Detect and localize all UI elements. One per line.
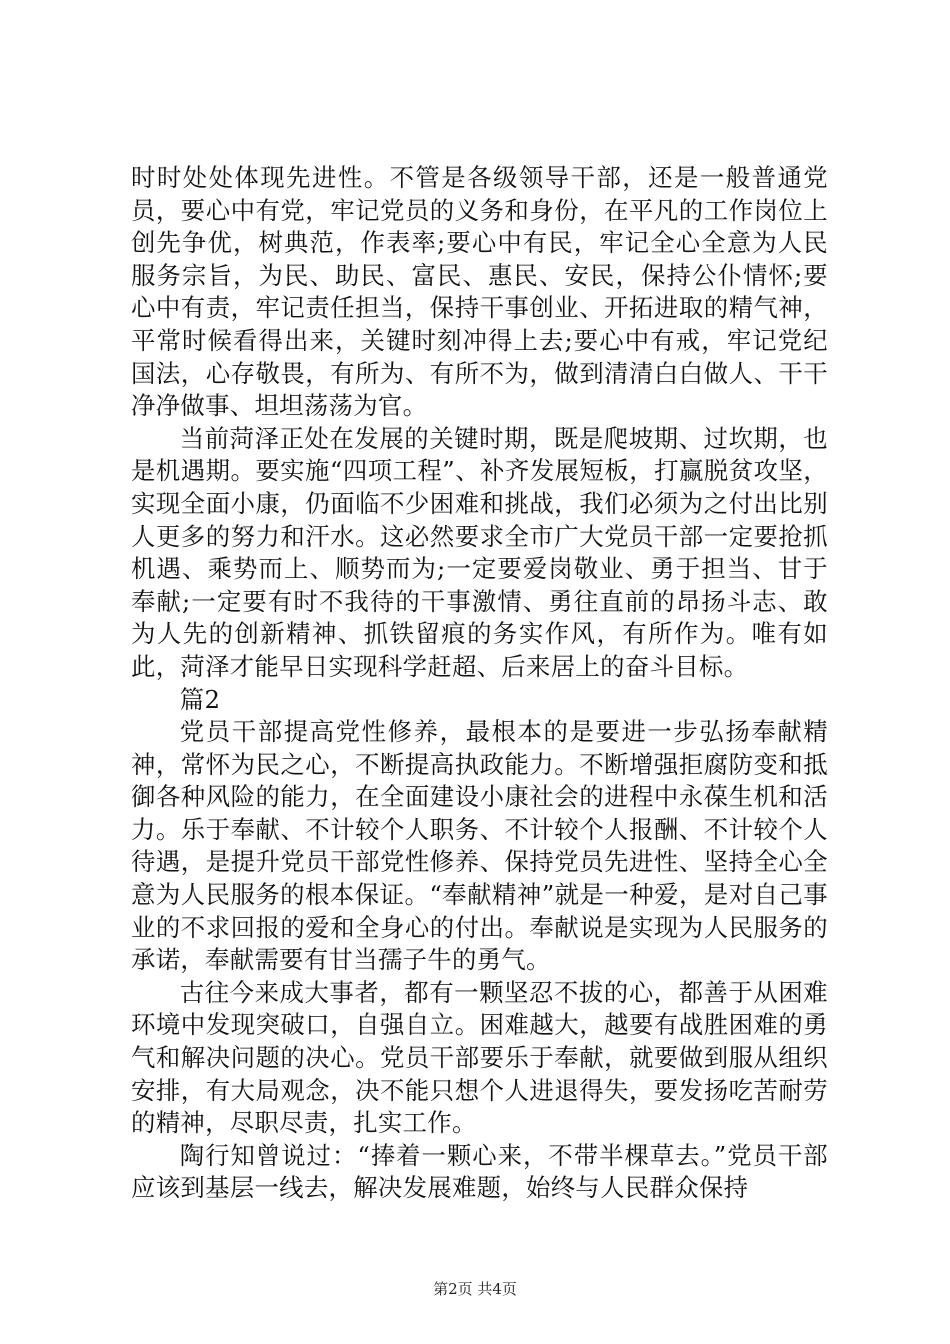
paragraph-1: 时时处处体现先进性。不管是各级领导干部，还是一般普通党员，要心中有党，牢记党员的义务和身份，在平凡的工作岗位上创先争优，树典范，作表率;要心中有民，牢记全心全意为人民服务宗旨，为民、助民、富民、惠民、安民，保持公仆情怀;要心中有责，牢记责任担当，保持干事创业、开拓进取的精气神，平常时候看得出来，关键时刻冲得上去;要心中有戒，牢记党纪国法，心存敬畏，有所为、有所不为，做到清清白白做人、干干净净做事、坦坦荡荡为官。 [131, 163, 828, 421]
paragraph-5: 陶行知曾说过：“捧着一颗心来，不带半棵草去。”党员干部应该到基层一线去，解决发展难题，始终与人民群众保持 [131, 1140, 828, 1203]
section-heading: 篇2 [179, 684, 221, 714]
document-body [131, 162, 828, 1205]
paragraph-2: 当前菏泽正处在发展的关键时期，既是爬坡期、过坎期，也是机遇期。要实施“四项工程”、补齐发展短板，打赢脱贫攻坚，实现全面小康，仍面临不少困难和挑战，我们必须为之付出比别人更多的努力和汗水。这必然要求全市广大党员干部一定要抢抓机遇、乘势而上、顺势而为;一定要爱岗敬业、勇于担当、甘于奉献;一定要有时不我待的干事激情、勇往直前的昂扬斗志、敢为人先的创新精神、抓铁留痕的务实作风，有所作为。唯有如此，菏泽才能早日实现科学赶超、后来居上的奋斗目标。 [131, 423, 828, 681]
paragraph-4: 古往今来成大事者，都有一颗坚忍不拔的心，都善于从困难环境中发现突破口，自强自立。困难越大，越要有战胜困难的勇气和解决问题的决心。党员干部要乐于奉献，就要做到服从组织安排，有大局观念，决不能只想个人进退得失，要发扬吃苦耐劳的精神，尽职尽责，扎实工作。 [131, 977, 828, 1138]
paragraph-3: 党员干部提高党性修养，最根本的是要进一步弘扬奉献精神，常怀为民之心，不断提高执政能力。不断增强拒腐防变和抵御各种风险的能力，在全面建设小康社会的进程中永葆生机和活力。乐于奉献、不计较个人职务、不计较个人报酬、不计较个人待遇，是提升党员干部党性修养、保持党员先进性、坚持全心全意为人民服务的根本保证。“奉献精神”就是一种爱，是对自己事业的不求回报的爱和全身心的付出。奉献说是实现为人民服务的承诺，奉献需要有甘当孺子牛的勇气。 [131, 717, 828, 975]
page-footer: 第2页 共4页 [433, 1280, 517, 1298]
